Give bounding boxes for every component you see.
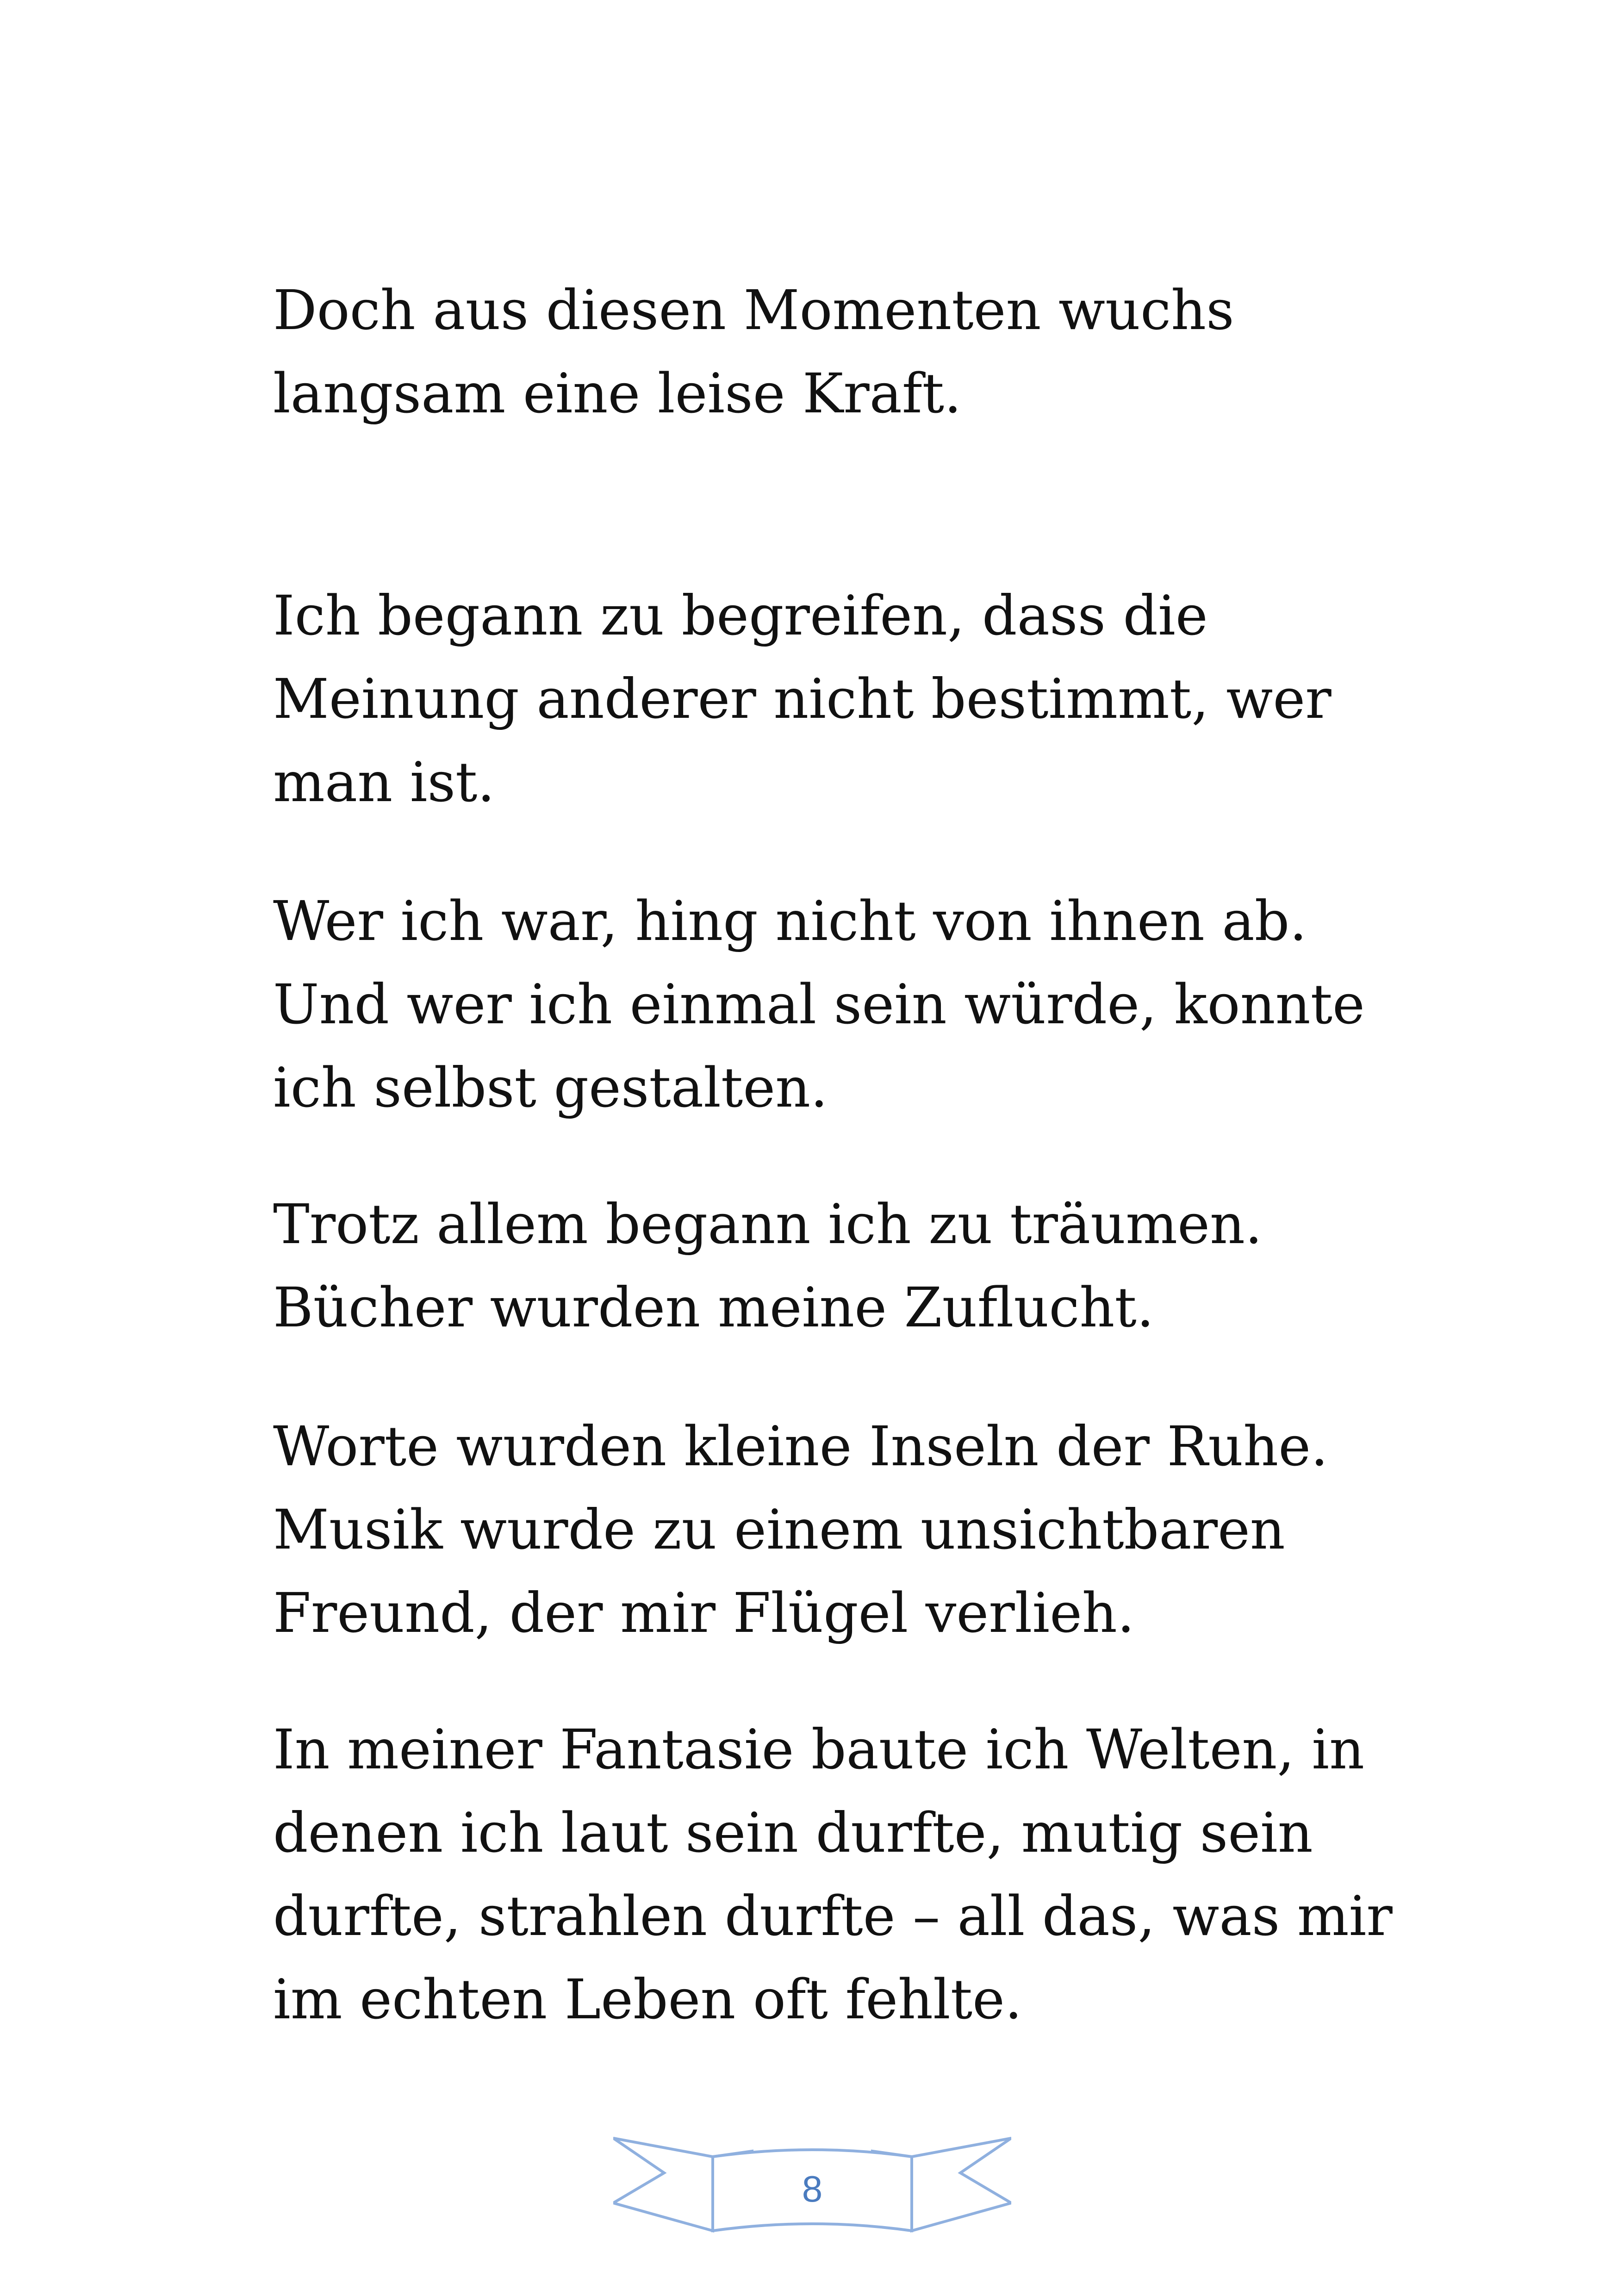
page-number-ribbon: [613, 2129, 1011, 2245]
paragraph-3: [273, 879, 1393, 1129]
text-line: Meinung anderer nicht bestimmt, wer: [273, 667, 1332, 731]
text-line: man ist.: [273, 750, 495, 814]
paragraph-6: [273, 1708, 1393, 2041]
text-line: langsam eine leise Kraft.: [273, 361, 962, 425]
text-line: Doch aus diesen Momenten wuchs: [273, 278, 1234, 342]
text-line: Worte wurden kleine Inseln der Ruhe.: [273, 1414, 1328, 1478]
text-line: Ich begann zu begreifen, dass die: [273, 584, 1208, 647]
page-number: 8: [802, 2168, 823, 2209]
text-line: im echten Leben oft fehlte.: [273, 1967, 1022, 2031]
text-line: Wer ich war, hing nicht von ihnen ab.: [273, 889, 1307, 953]
text-line: durfte, strahlen durfte – all das, was mir: [273, 1884, 1393, 1948]
text-line: Musik wurde zu einem unsichtbaren: [273, 1498, 1285, 1562]
text-line: Trotz allem begann ich zu träumen.: [273, 1192, 1263, 1256]
text-line: Bücher wurden meine Zuflucht.: [273, 1276, 1154, 1339]
text-line: Und wer ich einmal sein würde, konnte: [273, 972, 1365, 1036]
text-line: Freund, der mir Flügel verlieh.: [273, 1581, 1135, 1645]
text-line: In meiner Fantasie baute ich Welten, in: [273, 1717, 1365, 1781]
paragraph-5: [273, 1405, 1393, 1655]
paragraph-1: [273, 268, 1393, 435]
paragraph-2: [273, 574, 1393, 824]
text-line: ich selbst gestalten.: [273, 1056, 828, 1120]
paragraph-4: [273, 1182, 1393, 1349]
text-line: denen ich laut sein durfte, mutig sein: [273, 1801, 1313, 1865]
